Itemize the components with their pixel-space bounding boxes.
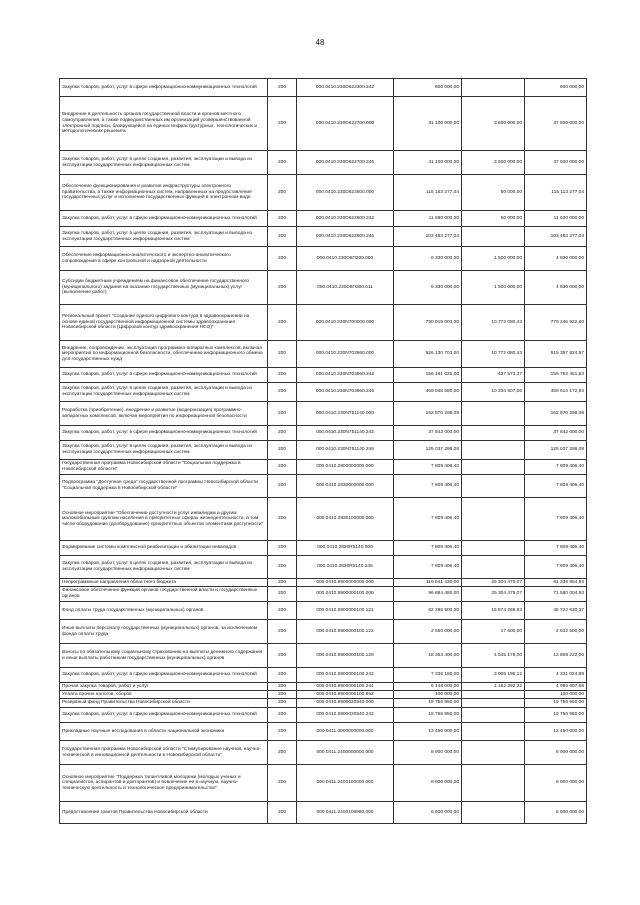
- cell-classification-code: 000.0410.9900000100.852: [297, 691, 394, 699]
- cell-name: Государственная программа Новосибирской области "Стимулирование научной, научно-технической и инновационной деятельности в Новосибирской области": [60, 741, 268, 765]
- table-row: [60, 541, 587, 556]
- cell-line-code: 200: [268, 691, 297, 699]
- cell-remaining-amount: 6 600 000,00: [525, 802, 587, 824]
- cell-name: Предоставление грантов Правительства Новосибирской области: [60, 802, 268, 824]
- cell-classification-code: 000.0410.9900000100.122: [297, 620, 394, 644]
- table-row: [60, 341, 587, 368]
- cell-executed-amount: 3 600 000,00: [462, 97, 525, 151]
- cell-approved-amount: 41 100 000,00: [394, 151, 462, 175]
- cell-approved-amount: 8 900 000,00: [394, 765, 462, 802]
- cell-approved-amount: 7 809 406,40: [394, 556, 462, 579]
- cell-line-code: 200: [268, 383, 297, 402]
- cell-approved-amount: 6 330 000,00: [394, 271, 462, 305]
- cell-executed-amount: 1 500 000,00: [462, 247, 525, 271]
- table-row: [60, 305, 587, 341]
- cell-executed-amount: 1 162 392,32: [462, 683, 525, 691]
- cell-classification-code: 000.0410.2830100000.000: [297, 498, 394, 541]
- cell-executed-amount: [462, 402, 525, 426]
- cell-classification-code: 000.0411.2400100000.000: [297, 765, 394, 802]
- cell-approved-amount: 8 900 000,00: [394, 741, 462, 765]
- cell-remaining-amount: 615 357 824,57: [525, 341, 587, 368]
- cell-line-code: 200: [268, 668, 297, 683]
- cell-remaining-amount: 7 809 406,40: [525, 556, 587, 579]
- cell-name: Закупка товаров, работ, услуг в целях создания, развития, эксплуатации и вывода из эксплуатации государственных информационных систем: [60, 383, 268, 402]
- cell-name: Фонд оплаты труда государственных (муниципальных) органов: [60, 602, 268, 620]
- cell-approved-amount: 103 483 277,04: [394, 227, 462, 247]
- cell-classification-code: 000.0410.230D6П300.611: [297, 271, 394, 305]
- cell-line-code: 200: [268, 441, 297, 460]
- cell-executed-amount: 437 573,37: [462, 368, 525, 383]
- cell-remaining-amount: 459 614 172,94: [525, 383, 587, 402]
- table-row: [60, 402, 587, 426]
- cell-line-code: 200: [268, 341, 297, 368]
- cell-approved-amount: 13 450 000,00: [394, 723, 462, 741]
- cell-approved-amount: 626 130 703,00: [394, 341, 462, 368]
- cell-remaining-amount: 779 246 922,60: [525, 305, 587, 341]
- cell-executed-amount: [462, 475, 525, 498]
- cell-line-code: 200: [268, 802, 297, 824]
- cell-classification-code: 000.0410.2830R5140.000: [297, 541, 394, 556]
- cell-remaining-amount: 115 113 277,04: [525, 175, 587, 211]
- cell-remaining-amount: 13 450 000,00: [525, 723, 587, 741]
- cell-line-code: 200: [268, 426, 297, 441]
- cell-name: Внедрение, сопровождение, эксплуатация программно-аппаратных комплексов, включая мероприятия по информационной безопасности, обеспечению информационного обмена для государственных нужд: [60, 341, 268, 368]
- cell-remaining-amount: 2 632 500,00: [525, 620, 587, 644]
- cell-executed-amount: [462, 441, 525, 460]
- cell-classification-code: 000.0410.230D622300.242: [297, 79, 394, 97]
- cell-line-code: 200: [268, 498, 297, 541]
- cell-name: Прикладные научные исследования в области национальной экономики: [60, 723, 268, 741]
- cell-name: Подпрограмма "Доступная среда" государственной программы Новосибирской области "Социальная поддержка в Новосибирской области": [60, 475, 268, 498]
- table-row: [60, 175, 587, 211]
- cell-approved-amount: 6 330 000,00: [394, 247, 462, 271]
- cell-remaining-amount: 8 900 000,00: [525, 765, 587, 802]
- cell-classification-code: 000.0411.2400106980.000: [297, 802, 394, 824]
- cell-remaining-amount: 4 830 000,00: [525, 271, 587, 305]
- cell-remaining-amount: 125 037 298,08: [525, 441, 587, 460]
- cell-name: Основное мероприятие "Поддержка талантливой молодежи (молодых ученых и специалистов, аспирантов и докторантов) и вовлечение ее в научную, научно-техническую деятельность и технологическое предпринимательство": [60, 765, 268, 802]
- cell-approved-amount: 600 000,00: [394, 79, 462, 97]
- cell-name: Внедрение в деятельность органов государственной власти и органов местного самоуправления, а также подведомственных им организаций усовершенствованной электронной подписи, базирующейся на единых инфраструктурных, технологических и методологических решениях: [60, 97, 268, 151]
- cell-name: Резервный фонд Правительства Новосибирской области: [60, 699, 268, 708]
- cell-name: Закупка товаров, работ, услуг в целях создания, развития, эксплуатации и вывода из эксплуатации государственных информационных систем: [60, 227, 268, 247]
- cell-executed-amount: 3 600 000,00: [462, 151, 525, 175]
- cell-classification-code: 000.0411.0000000000.000: [297, 723, 394, 741]
- cell-remaining-amount: 19 756 950,00: [525, 708, 587, 723]
- cell-classification-code: 000.0410.230N703960.246: [297, 383, 394, 402]
- cell-executed-amount: [462, 699, 525, 708]
- cell-name: Обеспечение функционирования и развития инфраструктуры электронного правительства, а также информационных систем, направленных на предоставление государственных услуг и исполнение государственных функций в электронном виде: [60, 175, 268, 211]
- cell-remaining-amount: 8 900 000,00: [525, 741, 587, 765]
- cell-approved-amount: 7 809 406,40: [394, 541, 462, 556]
- cell-line-code: 200: [268, 602, 297, 620]
- cell-approved-amount: 6 148 000,00: [394, 683, 462, 691]
- cell-approved-amount: 96 884 480,00: [394, 587, 462, 602]
- cell-executed-amount: [462, 802, 525, 824]
- table-row: [60, 79, 587, 97]
- cell-name: Взносы по обязательному социальному страхованию на выплаты денежного содержания и иные выплаты работникам государственных (муниципальных) органов: [60, 644, 268, 668]
- cell-classification-code: 000.0410.9900000100.242: [297, 668, 394, 683]
- table-row: [60, 620, 587, 644]
- table-row: [60, 441, 587, 460]
- cell-name: Закупка товаров, работ, услуг в сфере информационно-коммуникационных технологий: [60, 668, 268, 683]
- cell-remaining-amount: 37 500 000,00: [525, 151, 587, 175]
- cell-line-code: 200: [268, 227, 297, 247]
- cell-executed-amount: [462, 691, 525, 699]
- cell-remaining-amount: 4 331 024,88: [525, 668, 587, 683]
- cell-classification-code: 000.0410.230N751140.242: [297, 426, 394, 441]
- cell-approved-amount: 115 163 277,04: [394, 175, 462, 211]
- table-row: [60, 602, 587, 620]
- cell-name: Закупка товаров, работ, услуг в сфере информационно-коммуникационных технологий: [60, 211, 268, 227]
- table-row: [60, 211, 587, 227]
- cell-classification-code: 000.0410.2830000000.000: [297, 475, 394, 498]
- cell-line-code: 200: [268, 644, 297, 668]
- cell-remaining-amount: 155 753 451,63: [525, 368, 587, 383]
- cell-approved-amount: 7 336 180,00: [394, 668, 462, 683]
- cell-classification-code: 000.0410.2830R5140.246: [297, 556, 394, 579]
- cell-classification-code: 000.0410.9900000100.121: [297, 602, 394, 620]
- cell-approved-amount: 125 037 298,08: [394, 441, 462, 460]
- cell-line-code: 200: [268, 556, 297, 579]
- cell-classification-code: 000.0410.230D622700.246: [297, 151, 394, 175]
- cell-approved-amount: 11 680 000,00: [394, 211, 462, 227]
- table-row: [60, 691, 587, 699]
- cell-name: Разработка (приобретение), внедрение и развитие (модернизация) программно-аппаратных комплексов, включая мероприятия по информационной безопасности: [60, 402, 268, 426]
- table-row: [60, 475, 587, 498]
- cell-line-code: 200: [268, 475, 297, 498]
- cell-name: Закупка товаров, работ, услуг в сфере информационно-коммуникационных технологий: [60, 708, 268, 723]
- cell-approved-amount: 7 809 406,40: [394, 475, 462, 498]
- cell-executed-amount: 50 000,00: [462, 175, 525, 211]
- cell-classification-code: 000.0410.230D623600.000: [297, 175, 394, 211]
- cell-executed-amount: [462, 79, 525, 97]
- cell-name: Региональный проект "Создание единого цифрового контура в здравоохранении на основе единой государственной информационной системы здравоохранения Новосибирской области (Цифровой контур здравоохранения НСО)": [60, 305, 268, 341]
- table-row: [60, 668, 587, 683]
- cell-classification-code: 000.0410.230D623600.242: [297, 211, 394, 227]
- cell-approved-amount: 7 809 406,40: [394, 498, 462, 541]
- table-row: [60, 151, 587, 175]
- table-row: [60, 741, 587, 765]
- cell-remaining-amount: 103 483 277,04: [525, 227, 587, 247]
- table-row: [60, 699, 587, 708]
- cell-remaining-amount: 7 809 406,40: [525, 498, 587, 541]
- cell-classification-code: 000.0410.230D623600.246: [297, 227, 394, 247]
- cell-remaining-amount: 11 630 000,00: [525, 211, 587, 227]
- cell-name: Основное мероприятие "Обеспечение доступности услуг инвалидам и другим маломобильным группам населения в приоритетных сферах жизнедеятельности, в том числе оборудование (дооборудование) приоритетных объектов элементами доступности": [60, 498, 268, 541]
- cell-remaining-amount: 7 809 406,40: [525, 541, 587, 556]
- cell-classification-code: 000.0410.230N700000.000: [297, 305, 394, 341]
- cell-name: Иные выплаты персоналу государственных (муниципальных) органов, за исключением фонда оплаты труда: [60, 620, 268, 644]
- cell-name: Закупка товаров, работ, услуг в сфере информационно-коммуникационных технологий: [60, 426, 268, 441]
- cell-approved-amount: 100 000,00: [394, 691, 462, 699]
- budget-table: [59, 78, 587, 824]
- table-row: [60, 227, 587, 247]
- cell-remaining-amount: 7 809 406,40: [525, 460, 587, 475]
- cell-executed-amount: 10 772 080,43: [462, 305, 525, 341]
- table-row: [60, 683, 587, 691]
- cell-line-code: 200: [268, 368, 297, 383]
- cell-line-code: 200: [268, 699, 297, 708]
- cell-name: Формирование системы комплексной реабилитации и абилитации инвалидов: [60, 541, 268, 556]
- cell-approved-amount: 162 870 298,08: [394, 402, 462, 426]
- cell-line-code: 200: [268, 765, 297, 802]
- cell-executed-amount: 16 574 269,63: [462, 602, 525, 620]
- cell-approved-amount: 62 296 900,00: [394, 602, 462, 620]
- cell-remaining-amount: 4 830 000,00: [525, 247, 587, 271]
- table-row: [60, 708, 587, 723]
- cell-line-code: 200: [268, 79, 297, 97]
- cell-line-code: 200: [268, 97, 297, 151]
- cell-remaining-amount: 45 722 630,37: [525, 602, 587, 620]
- table-row: [60, 383, 587, 402]
- cell-executed-amount: [462, 227, 525, 247]
- cell-remaining-amount: 37 500 000,00: [525, 97, 587, 151]
- table-row: [60, 556, 587, 579]
- cell-line-code: 200: [268, 305, 297, 341]
- table-row: [60, 368, 587, 383]
- table-row: [60, 587, 587, 602]
- cell-classification-code: 000.0410.230N703960.242: [297, 368, 394, 383]
- table-row: [60, 765, 587, 802]
- cell-classification-code: 000.0410.9900000100.000: [297, 587, 394, 602]
- cell-approved-amount: 18 353 400,00: [394, 644, 462, 668]
- cell-classification-code: 000.0410.9900000100.129: [297, 644, 394, 668]
- table-row: [60, 97, 587, 151]
- table-row: [60, 271, 587, 305]
- cell-executed-amount: 10 772 080,43: [462, 341, 525, 368]
- cell-executed-amount: [462, 708, 525, 723]
- cell-line-code: 200: [268, 708, 297, 723]
- cell-executed-amount: 3 005 195,12: [462, 668, 525, 683]
- cell-remaining-amount: 19 756 950,00: [525, 699, 587, 708]
- table-row: [60, 644, 587, 668]
- cell-executed-amount: [462, 498, 525, 541]
- cell-name: Закупка товаров, работ, услуг в целях создания, развития, эксплуатации и вывода из эксплуатации государственных информационных систем: [60, 556, 268, 579]
- cell-executed-amount: [462, 741, 525, 765]
- table-row: [60, 723, 587, 741]
- table-row: [60, 579, 587, 587]
- cell-executed-amount: [462, 765, 525, 802]
- table-row: [60, 426, 587, 441]
- cell-executed-amount: [462, 460, 525, 475]
- table-body: [60, 79, 587, 824]
- cell-remaining-amount: 71 580 004,93: [525, 587, 587, 602]
- cell-line-code: 200: [268, 587, 297, 602]
- cell-executed-amount: 10 334 507,06: [462, 383, 525, 402]
- cell-name: Субсидии бюджетным учреждениям на финансовое обеспечение государственного (муниципального) задания на оказание государственных (муниципальных) услуг (выполнение работ): [60, 271, 268, 305]
- cell-executed-amount: [462, 556, 525, 579]
- cell-name: Закупка товаров, работ, услуг в сфере информационно-коммуникационных технологий: [60, 79, 268, 97]
- cell-classification-code: 000.0410.230N751140.246: [297, 441, 394, 460]
- cell-line-code: 200: [268, 211, 297, 227]
- cell-classification-code: 000.0410.230N751140.000: [297, 402, 394, 426]
- table-row: [60, 498, 587, 541]
- cell-remaining-amount: 600 000,00: [525, 79, 587, 97]
- cell-approved-amount: 469 948 680,00: [394, 383, 462, 402]
- cell-approved-amount: 19 756 950,00: [394, 699, 462, 708]
- cell-approved-amount: 41 100 000,00: [394, 97, 462, 151]
- cell-approved-amount: 156 191 025,00: [394, 368, 462, 383]
- cell-classification-code: 000.0410.230N703960.000: [297, 341, 394, 368]
- cell-name: Закупка товаров, работ, услуг в целях создания, развития, эксплуатации и вывода из эксплуатации государственных информационных систем: [60, 151, 268, 175]
- cell-approved-amount: 2 650 000,00: [394, 620, 462, 644]
- cell-line-code: 200: [268, 683, 297, 691]
- cell-approved-amount: 6 600 000,00: [394, 802, 462, 824]
- cell-classification-code: 000.0410.2800000000.000: [297, 460, 394, 475]
- table-row: [60, 247, 587, 271]
- cell-line-code: 200: [268, 402, 297, 426]
- cell-classification-code: 000.0410.9900020540.242: [297, 708, 394, 723]
- cell-executed-amount: [462, 541, 525, 556]
- cell-approved-amount: 7 809 406,40: [394, 460, 462, 475]
- cell-executed-amount: 25 304 475,07: [462, 587, 525, 602]
- cell-line-code: 200: [268, 247, 297, 271]
- cell-remaining-amount: 4 985 607,68: [525, 683, 587, 691]
- table-row: [60, 460, 587, 475]
- cell-remaining-amount: 162 870 298,08: [525, 402, 587, 426]
- cell-line-code: 200: [268, 541, 297, 556]
- cell-remaining-amount: 37 842 000,00: [525, 426, 587, 441]
- cell-name: Прочая закупка товаров, работ и услуг: [60, 683, 268, 691]
- cell-executed-amount: 50 000,00: [462, 211, 525, 227]
- cell-classification-code: 000.0410.9900000100.244: [297, 683, 394, 691]
- cell-executed-amount: 25 304 475,07: [462, 579, 525, 587]
- cell-name: Обеспечение информационно-аналитического и экспертно-аналитического сопровождения в сфере контрольной и надзорной деятельности: [60, 247, 268, 271]
- cell-remaining-amount: 100 000,00: [525, 691, 587, 699]
- cell-classification-code: 000.0410.9900000000.000: [297, 579, 394, 587]
- cell-classification-code: 000.0410.230D622700.000: [297, 97, 394, 151]
- page-number: 48: [315, 38, 325, 47]
- cell-executed-amount: [462, 723, 525, 741]
- cell-executed-amount: 4 545 178,00: [462, 644, 525, 668]
- table-row: [60, 802, 587, 824]
- cell-remaining-amount: 13 808 222,00: [525, 644, 587, 668]
- cell-name: Закупка товаров, работ, услуг в целях создания, развития, эксплуатации и вывода из эксплуатации государственных информационных систем: [60, 441, 268, 460]
- cell-remaining-amount: 91 336 954,93: [525, 579, 587, 587]
- cell-approved-amount: 37 842 000,00: [394, 426, 462, 441]
- cell-approved-amount: 790 019 003,00: [394, 305, 462, 341]
- cell-line-code: 200: [268, 741, 297, 765]
- cell-line-code: 200: [268, 175, 297, 211]
- cell-approved-amount: 19 756 950,00: [394, 708, 462, 723]
- cell-line-code: 200: [268, 620, 297, 644]
- cell-name: Уплата прочих налогов, сборов: [60, 691, 268, 699]
- cell-executed-amount: [462, 426, 525, 441]
- cell-name: Непрограммные направления областного бюджета: [60, 579, 268, 587]
- cell-line-code: 200: [268, 151, 297, 175]
- cell-executed-amount: 17 500,00: [462, 620, 525, 644]
- cell-line-code: 200: [268, 271, 297, 305]
- cell-approved-amount: 116 641 430,00: [394, 579, 462, 587]
- cell-name: Финансовое обеспечение функций органов государственной власти и государственных органов: [60, 587, 268, 602]
- cell-classification-code: 000.0410.9900020540.000: [297, 699, 394, 708]
- cell-line-code: 200: [268, 723, 297, 741]
- cell-line-code: 200: [268, 579, 297, 587]
- cell-name: Государственная программа Новосибирской области "Социальная поддержка в Новосибирской области": [60, 460, 268, 475]
- cell-executed-amount: 1 500 000,00: [462, 271, 525, 305]
- cell-classification-code: 000.0411.2400000000.000: [297, 741, 394, 765]
- cell-name: Закупка товаров, работ, услуг в сфере информационно-коммуникационных технологий: [60, 368, 268, 383]
- cell-classification-code: 000.0410.230D6П300.000: [297, 247, 394, 271]
- cell-line-code: 200: [268, 460, 297, 475]
- cell-remaining-amount: 7 809 406,40: [525, 475, 587, 498]
